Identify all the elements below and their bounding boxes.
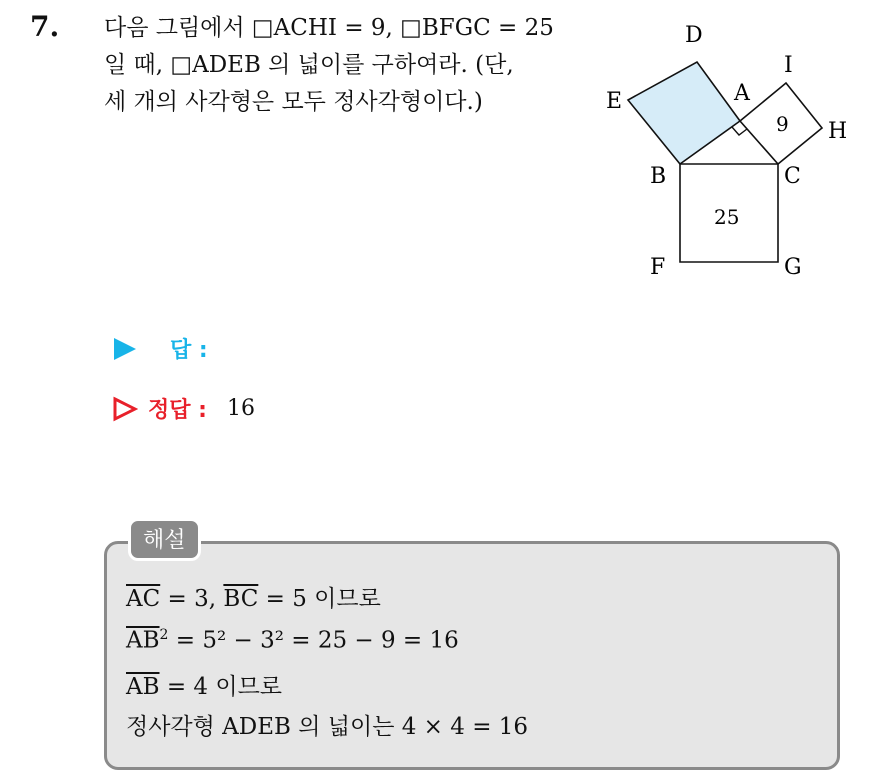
label-a: A bbox=[734, 81, 750, 106]
explanation-line-2 bbox=[126, 627, 459, 654]
label-g: G bbox=[784, 255, 802, 280]
correct-answer-label: 정답 : bbox=[148, 398, 207, 423]
label-d: D bbox=[685, 23, 703, 48]
explanation-line-4: 정사각형 ADEB 의 넓이는 4 × 4 = 16 bbox=[126, 714, 529, 740]
answer-label: 답 : bbox=[170, 338, 208, 363]
label-f: F bbox=[650, 255, 666, 280]
explanation-line-1 bbox=[126, 580, 381, 613]
text: = 4 이므로 bbox=[159, 674, 283, 700]
segment-ac: $\overline{AC}$ bbox=[126, 586, 161, 612]
explanation-line-3 bbox=[126, 668, 282, 701]
question-text bbox=[104, 10, 584, 121]
question-line: 세 개의 사각형은 모두 정사각형이다.) bbox=[104, 89, 483, 115]
outline-triangle-icon bbox=[112, 396, 138, 422]
segment-ab: $\overline{AB}$ bbox=[126, 674, 160, 700]
question-number: 7. bbox=[30, 10, 60, 43]
label-i: I bbox=[784, 53, 793, 78]
label-e: E bbox=[606, 89, 623, 114]
right-angle-mark bbox=[732, 127, 747, 135]
answer-row bbox=[112, 333, 228, 364]
exponent: 2 bbox=[159, 627, 169, 643]
area-large-label: 25 bbox=[714, 205, 740, 229]
correct-answer-value: 16 bbox=[226, 396, 255, 421]
segment-ab: $\overline{AB}$ bbox=[126, 627, 160, 654]
question-line: 다음 그림에서 □ACHI = 9, □BFGC = 25 bbox=[104, 15, 554, 41]
question-line: 일 때, □ADEB 의 넓이를 구하여라. (단, bbox=[104, 52, 514, 78]
play-triangle-icon bbox=[112, 336, 138, 362]
segment-bc: $\overline{BC}$ bbox=[223, 586, 259, 612]
square-adeb bbox=[628, 62, 740, 164]
text: = 3, bbox=[160, 586, 224, 612]
text: = 5 이므로 bbox=[258, 586, 381, 612]
correct-answer-row bbox=[112, 393, 255, 424]
explanation-tag: 해설 bbox=[128, 518, 201, 561]
label-c: C bbox=[784, 164, 801, 189]
text: = 5² − 3² = 25 − 9 = 16 bbox=[168, 627, 459, 654]
area-small-label: 9 bbox=[776, 112, 789, 136]
label-b: B bbox=[650, 164, 667, 189]
pythagoras-figure bbox=[600, 20, 870, 290]
label-h: H bbox=[828, 119, 848, 144]
